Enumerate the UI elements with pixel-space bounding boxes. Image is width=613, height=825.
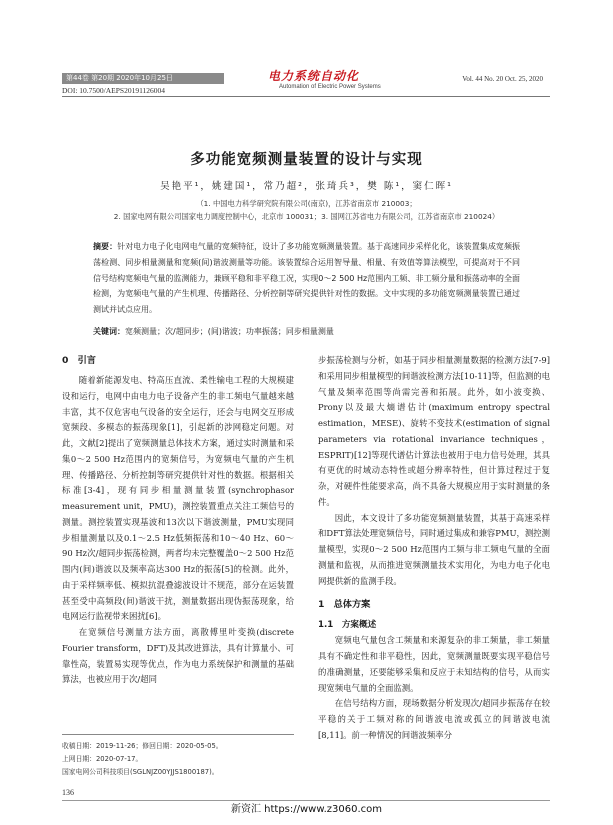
volume-issue-date: 第44卷 第20期 2020年10月25日 — [66, 74, 173, 82]
overview-paragraph-1: 宽频电气量包含工频量和来源复杂的非工频量，非工频量具有不确定性和非平稳性，因此，宽频测量既要实现平稳信号的准确测量，还要能够采集和反应于未知结构的信号，从而实现宽频电气量的全面监测。 — [318, 635, 550, 693]
doi: DOI: 10.7500/AEPS20191126004 — [62, 86, 166, 95]
subsection-heading-overview: 1.1 方案概述 — [318, 620, 377, 631]
footnotes — [62, 740, 302, 779]
overview-paragraph-2: 在信号结构方面，现场数据分析发现次/超同步振荡存在较平稳的关于工频对称的间谐波电流或孤立的间谐波电流[8,11]。前一种情况的间谐波频率分 — [318, 698, 550, 740]
intro-paragraph-2: 在宽频信号测量方法方面，离散傅里叶变换(discrete Fourier transform，DFT)及其改进算法，具有计算量小、可靠性高，装置易实现等优点，作为电力系统保护和测量的基础算法，也被应用于次/超同 — [62, 627, 294, 685]
journal-logo-cn: 电力系统自动化 — [268, 69, 360, 83]
footer-divider — [62, 800, 550, 801]
keywords-label: 关键词： — [93, 327, 125, 336]
footnote-divider — [62, 734, 294, 735]
page-number: 136 — [62, 788, 74, 797]
footnote-online: 上网日期：2020-07-17。 — [62, 755, 143, 763]
page-header — [0, 0, 613, 96]
keywords — [93, 326, 520, 338]
paper-title: 多功能宽频测量装置的设计与实现 — [190, 152, 423, 168]
watermark: 新资汇 https://www.z3060.com — [230, 804, 383, 815]
section-heading-introduction: 0 引言 — [62, 355, 96, 366]
left-column — [62, 353, 294, 688]
affiliation-2: 2. 国家电网有限公司国家电力调度控制中心，北京市 100031；3. 国网江苏省电力有限公司，江苏省南京市 210024） — [113, 212, 500, 221]
volume-en: Vol. 44 No. 20 Oct. 25, 2020 — [462, 75, 543, 83]
keywords-text: 宽频测量；次/超同步；(间)谐波；功率振荡；同步相量测量 — [125, 327, 334, 336]
affiliation-1: （1. 中国电力科学研究院有限公司(南京)，江苏省南京市 210003； — [196, 199, 417, 208]
section-heading-overall-scheme: 1 总体方案 — [318, 599, 371, 611]
intro-paragraph-1: 随着新能源发电、特高压直流、柔性输电工程的大规模建设和运行，电网中由电力电子设备产生的非工频电气量越来越丰富，其不仅危害电气设备的安全运行，还会与电网交互形成宽频段、多模态的振荡现象[1]，引起新的涉网稳定问题。对此，文献[2]提出了宽频测量总体技术方案，通过实时测量和采集0～2 500 Hz范围内的宽频信号，为宽频电气量的产生机理、传播路径、分析控制等研究提供针对性的数据。根据相关标准[3-4]，现有同步相量测量装置(synchrophasor measurement unit，PMU)，测控装置重点关注工频信号的测量。测控装置实现基波和13次以下谐波测量，PMU实现同步相量测量以及0.1～2.5 Hz低频振荡和10～40 Hz、60～90 Hz次/超同步振荡检测，两者均未完整覆盖0～2 500 Hz范围内(间)谐波以及频率高达300 Hz的振荡[5]的检测。此外，由于采样频率低、模拟抗混叠滤波设计不规范，部分在运装置甚至受中高频段(间)谐波干扰，测量数据出现伪振荡现象，给电网运行监视带来困扰[6]。 — [62, 375, 294, 622]
footnote-funding: 国家电网公司科技项目(SGLNJZ00YJJS1800187)。 — [62, 768, 219, 776]
right-column — [318, 353, 550, 744]
authors: 吴艳平¹，姚建国¹，常乃超²，张琦兵³，樊 陈¹，窦仁晖¹ — [160, 181, 453, 192]
footnote-received: 收稿日期：2019-11-26；修回日期：2020-05-05。 — [62, 742, 223, 750]
abstract-label: 摘要： — [93, 242, 118, 251]
journal-name-en: Automation of Electric Power Systems — [279, 84, 381, 90]
abstract — [93, 239, 520, 318]
abstract-text: 针对电力电子化电网电气量的宽频特征，设计了多功能宽频测量装置。基于高速同步采样化化，该装置集成宽频振荡检测、同步相量测量和宽频(间)谐波测量等功能。该装置综合运用智导量、相量、有效值等算法模型，可提高对于不同信号结构宽频电气量的监测能力，兼顾平稳和非平稳工况，实现0～2 500 Hz范围内工频、非工频分量和振荡动率的全面检测，为宽频电气量的产生机理、传播路径、分析控制等研究提供针对性的数据。文中实现的多功能宽频测量装置已通过测试并试点应用。 — [93, 242, 521, 315]
intro-paragraph-3: 因此，本文设计了多功能宽频测量装置，其基于高速采样和DFT算法处理宽频信号，同时通过集成和兼容PMU，测控测量模型，实现0～2 500 Hz范围内工频与非工频电气量的全面测量和监视，从而推进宽频测量技术实用化，为电力电子化电网提供新的监测手段。 — [318, 512, 551, 586]
header-divider — [62, 96, 550, 97]
intro-paragraph-2-continued: 步振荡检测与分析，如基于同步相量测量数据的检测方法[7-9]和采用同步相量模型的间谐波检测方法[10-11]等，但监测的电气量及频率范围等尚需完善和拓展。此外，如小波变换、Prony以及最大熵谱估计(maximum entropy spectral estimation，MESE)、旋转不变技术(estimation of signal parameters via rotational invariance techniques，ESPRIT)[12]等现代谱估计算法也被用于电力信号处理，其具有更优的时域动态特性或超分辨率特性，但计算过程过于复杂，对硬件性能要求高，尚不具备大规模应用于实时测量的条件。 — [318, 355, 550, 507]
